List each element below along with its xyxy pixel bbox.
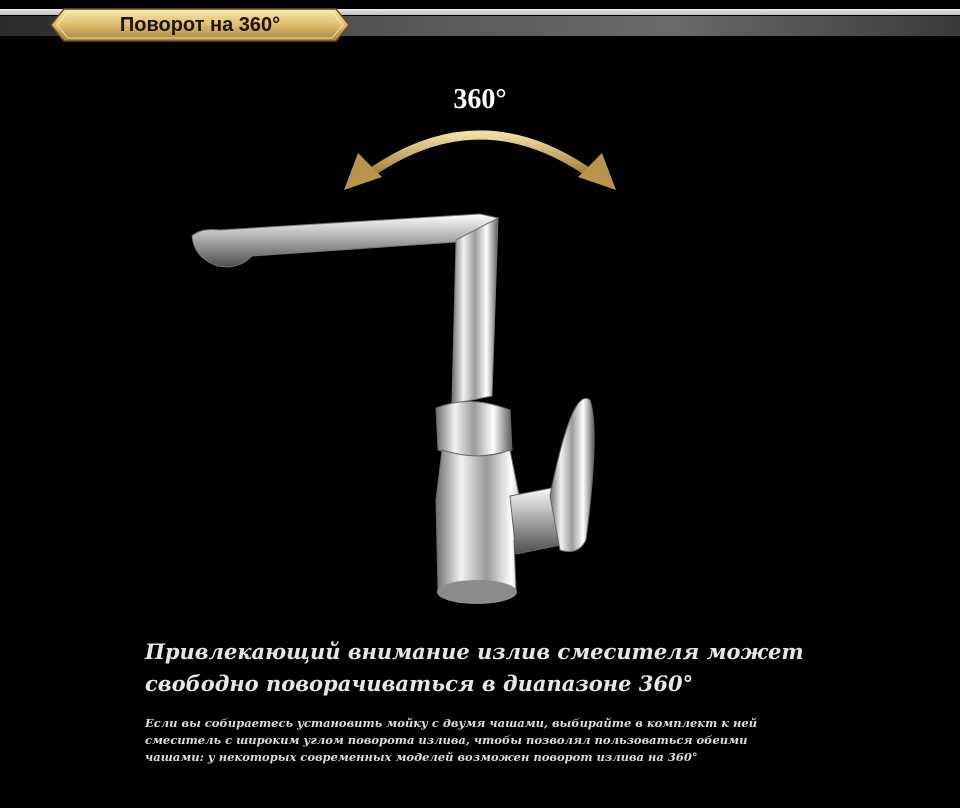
rotation-label: 360° — [453, 84, 507, 115]
rotation-arrow-icon — [330, 115, 630, 200]
description — [145, 715, 845, 766]
faucet-image — [180, 200, 620, 620]
headline — [145, 636, 905, 700]
headline-line-2: свободно поворачиваться в диапазоне 360° — [145, 671, 694, 696]
description-line-2: смеситель с широким углом поворота излива, чтобы позволял пользоваться обеими — [145, 733, 748, 747]
badge-title: Поворот на 360° — [119, 14, 281, 36]
description-line-3: чашами: у некоторых современных моделей возможен поворот излива на 360° — [145, 750, 698, 764]
headline-line-1: Привлекающий внимание излив смесителя может — [145, 639, 804, 664]
description-line-1: Если вы собираетесь установить мойку с двумя чашами, выбирайте в комплект к ней — [145, 716, 758, 730]
section-badge — [50, 8, 350, 42]
